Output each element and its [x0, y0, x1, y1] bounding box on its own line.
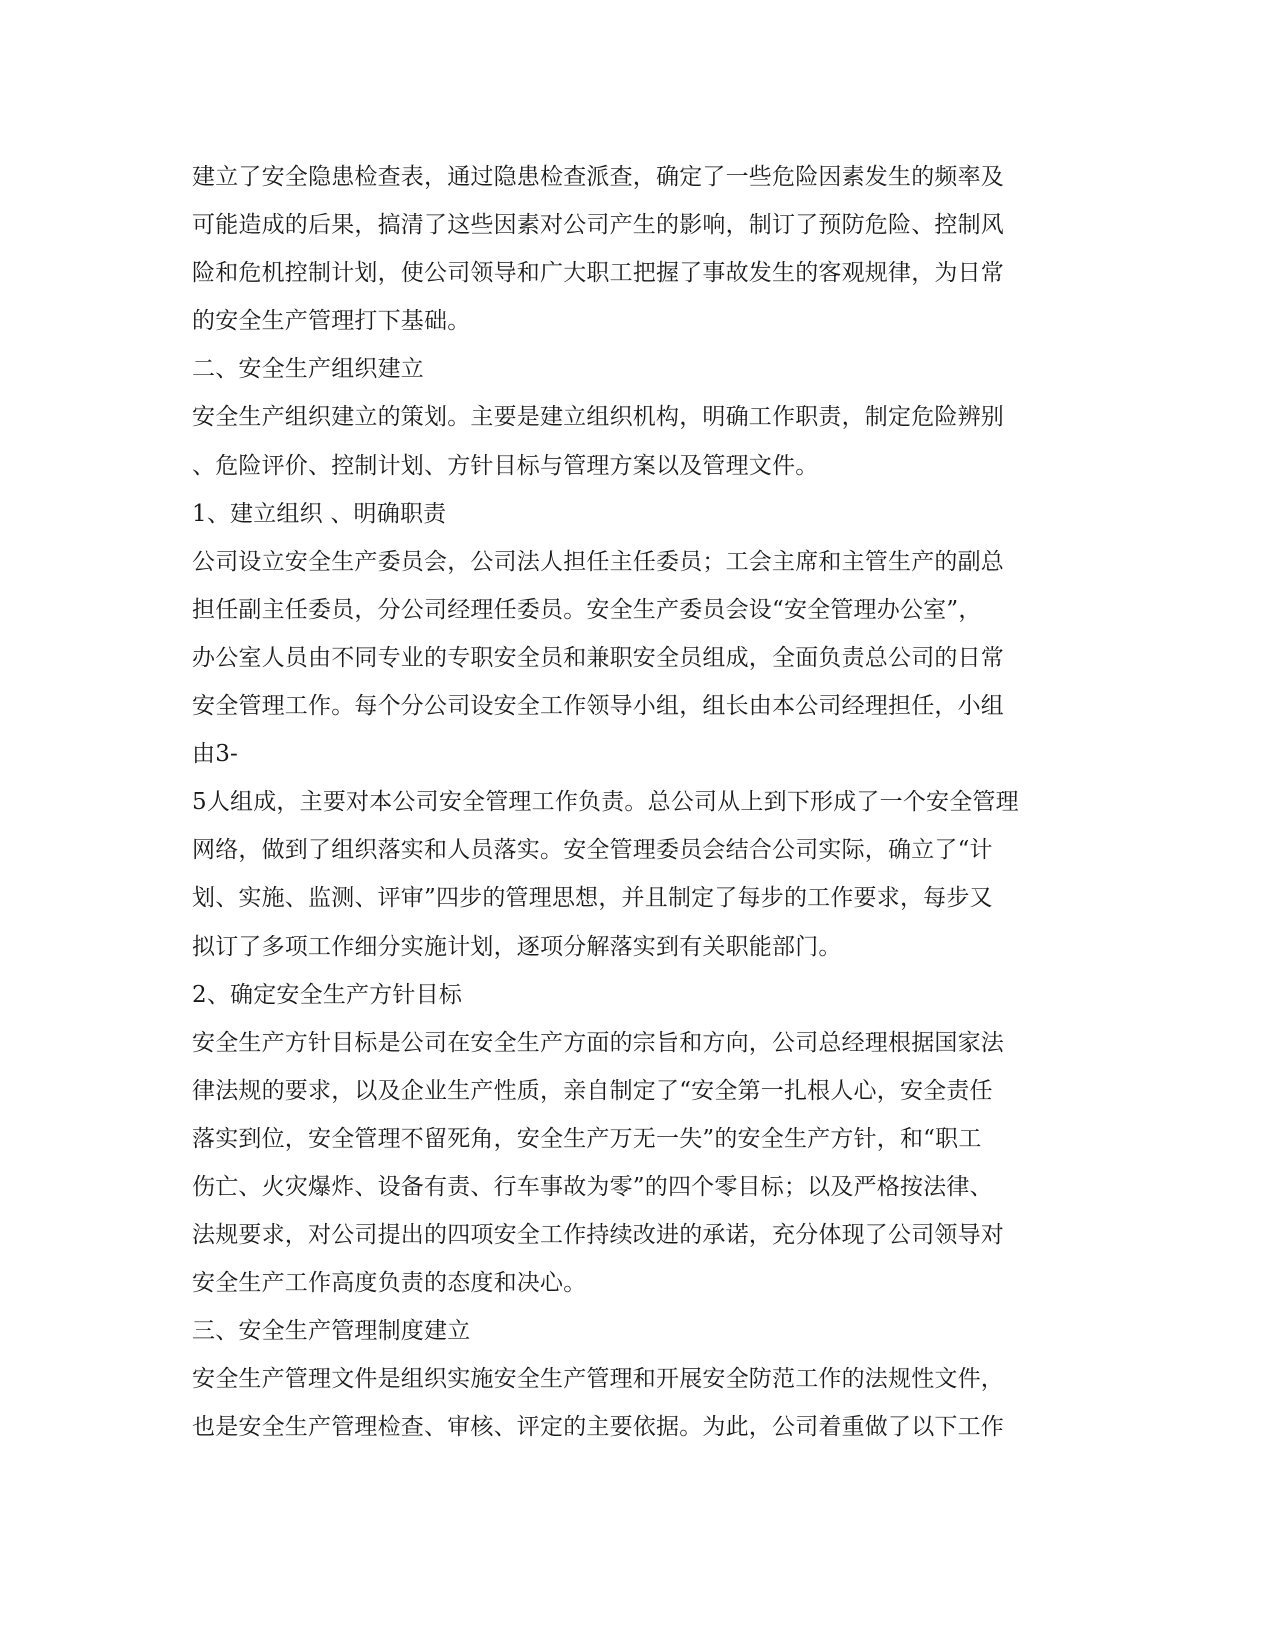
section-heading: 三、安全生产管理制度建立: [192, 1318, 471, 1345]
body-text-line: 律法规的要求，以及企业生产性质，亲自制定了“安全第一扎根人心，安全责任: [192, 1077, 993, 1104]
subsection-heading: 2、确定安全生产方针目标: [192, 981, 463, 1008]
body-text-line: 由3-: [192, 741, 239, 768]
body-text-line: 建立了安全隐患检查表，通过隐患检查派查，确定了一些危险因素发生的频率及: [192, 164, 1004, 190]
body-text-line: 安全生产方针目标是公司在安全生产方面的宗旨和方向，公司总经理根据国家法: [192, 1029, 1004, 1056]
body-text-line: 划、实施、监测、评审”四步的管理思想，并且制定了每步的工作要求，每步又: [192, 885, 993, 912]
body-text-line: 安全管理工作。每个分公司设安全工作领导小组，组长由本公司经理担任，小组: [192, 693, 1004, 720]
document-body: [192, 153, 1092, 1452]
body-text-line: 落实到位，安全管理不留死角，安全生产万无一失”的安全生产方针，和“职工: [192, 1125, 982, 1152]
section-heading: 二、安全生产组织建立: [192, 356, 424, 383]
body-text-line: 法规要求，对公司提出的四项安全工作持续改进的承诺，充分体现了公司领导对: [192, 1222, 1004, 1249]
body-text-line: 险和危机控制计划，使公司领导和广大职工把握了事故发生的客观规律，为日常: [192, 260, 1004, 287]
body-text-line: 也是安全生产管理检查、审核、评定的主要依据。为此，公司着重做了以下工作: [192, 1414, 1004, 1441]
body-text-line: 、危险评价、控制计划、方针目标与管理方案以及管理文件。: [192, 452, 819, 479]
body-text-line: 可能造成的后果，搞清了这些因素对公司产生的影响，制订了预防危险、控制风: [192, 212, 1004, 239]
body-text-line: 伤亡、火灾爆炸、设备有责、行车事故为零”的四个零目标；以及严格按法律、: [192, 1173, 993, 1200]
subsection-heading: 1、建立组织 、明确职责: [192, 500, 447, 527]
body-text-line: 拟订了多项工作细分实施计划，逐项分解落实到有关职能部门。: [192, 933, 842, 960]
body-text-line: 安全生产组织建立的策划。主要是建立组织机构，明确工作职责，制定危险辨别: [192, 404, 1004, 431]
body-text-line: 安全生产管理文件是组织实施安全生产管理和开展安全防范工作的法规性文件，: [192, 1366, 1004, 1393]
body-text-line: 5人组成，主要对本公司安全管理工作负责。总公司从上到下形成了一个安全管理: [192, 789, 1019, 816]
body-text-line: 的安全生产管理打下基础。: [192, 308, 471, 335]
body-text-line: 网络，做到了组织落实和人员落实。安全管理委员会结合公司实际，确立了“计: [192, 837, 993, 864]
body-text-line: 办公室人员由不同专业的专职安全员和兼职安全员组成，全面负责总公司的日常: [192, 644, 1004, 671]
body-text-line: 担任副主任委员，分公司经理任委员。安全生产委员会设“安全管理办公室”，: [192, 596, 982, 623]
body-text-line: 安全生产工作高度负责的态度和决心。: [192, 1270, 587, 1297]
body-text-line: 公司设立安全生产委员会，公司法人担任主任委员；工会主席和主管生产的副总: [192, 548, 1004, 575]
